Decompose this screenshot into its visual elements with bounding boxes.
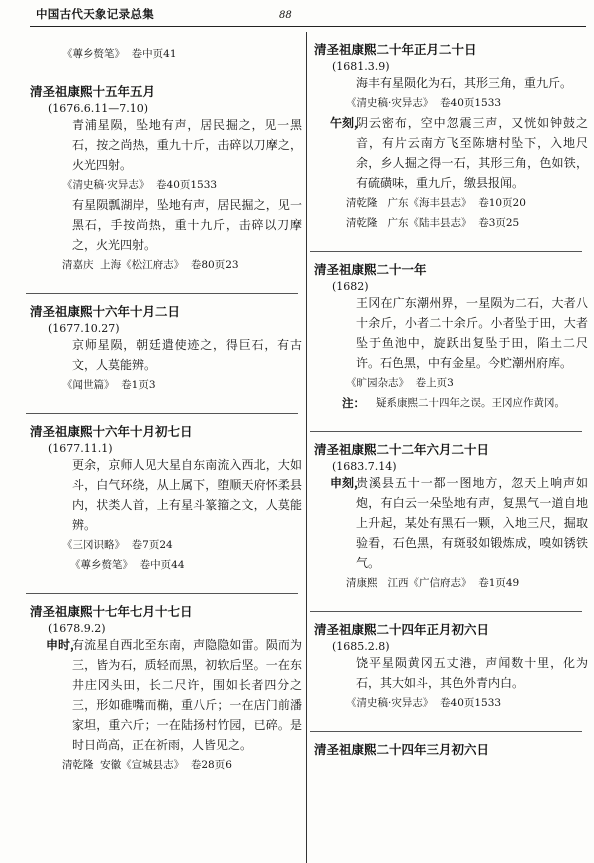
entry-text: 有星陨瓢湖岸，坠地有声，居民掘之，见一黑石，手按尚热，重十九斤，击碎以刀摩之，火光四射。 [72, 198, 302, 252]
time-label: 申时， [46, 638, 83, 652]
citation: 《清史稿·灾异志》 卷40页1533 [346, 97, 502, 109]
entry-heading: 清圣祖康熙十六年十月初七日 [30, 424, 193, 439]
entry-text: 午刻， 阴云密布，空中忽震三声，又恍如钟鼓之音，有片云南方飞至陈塘村坠下，入地尺余，乡人掘之得一石，其形三角，色如铁，有硫磺味，重九斤，缴县报闻。 [314, 113, 588, 193]
time-label: 申刻， [330, 476, 367, 490]
entry-heading: 清圣祖康熙二十四年正月初六日 [314, 622, 490, 637]
section-divider [310, 431, 582, 432]
record-entry [314, 740, 588, 758]
entry-date: (1677.11.1) [48, 442, 113, 455]
book-title: 中国古代天象记录总集 [36, 7, 154, 21]
citation: 清嘉庆 上海《松江府志》 卷80页23 [62, 259, 239, 271]
entry-date: (1678.9.2) [48, 622, 106, 635]
entry-text: 京师星陨，朝廷遣使迹之，得巨石，有古文，人莫能辨。 [72, 338, 302, 372]
entry-heading: 清圣祖康熙二十四年三月初六日 [314, 742, 490, 757]
record-entry [30, 422, 302, 575]
record-entry [314, 260, 588, 413]
right-column [314, 40, 588, 776]
entry-date: (1681.3.9) [332, 60, 390, 73]
entry-heading: 清圣祖康熙十六年十月二日 [30, 304, 181, 319]
section-divider [26, 593, 298, 594]
entry-text: 申时， 有流星自西北至东南，声隐隐如雷。陨而为三，皆为石，质轻而黑，初软后坚。一在东井庄冈头田，长二尺许，围如长者四分之三，形如碓嘴而椭，重八斤；一在店门前潘家坦，重六斤；一在陆扬村竹园，已碎。是时日尚高，正在祈雨，人皆见之。 [30, 635, 302, 755]
left-column [30, 44, 302, 793]
record-entry [30, 602, 302, 775]
entry-heading: 清圣祖康熙二十二年六月二十日 [314, 442, 490, 457]
editor-note: 注： 疑系康熙二十四年之误。王冈应作黄冈。 [314, 393, 588, 413]
entry-text: 王冈在广东潮州界，一星陨为二石，大者八十余斤，小者二十余斤。小者坠于田，大者坠于鱼池中，旋跃出复坠于田，陷土二尺许。石色黑，中有金星。今贮潮州府库。 [356, 296, 588, 370]
record-entry [314, 620, 588, 713]
header-rule [30, 26, 586, 27]
citation: 《闻世篇》 卷1页3 [62, 379, 156, 391]
page-number: 88 [279, 10, 292, 21]
record-entry [314, 40, 588, 233]
time-label: 午刻， [330, 116, 367, 130]
entry-date: (1682) [332, 280, 369, 293]
section-divider [310, 251, 582, 252]
citation: 清乾隆 广东《陆丰县志》 卷3页25 [346, 217, 520, 229]
section-divider [310, 611, 582, 612]
citation: 《清史稿·灾异志》 卷40页1533 [346, 697, 502, 709]
note-label: 注： [342, 396, 365, 410]
entry-heading: 清圣祖康熙二十年正月二十日 [314, 42, 477, 57]
citation: 《蓴乡赘笔》 卷中页41 [62, 48, 177, 60]
entry-text: 申刻， 贵溪县五十一都一图地方，忽天上响声如炮，有白云一朵坠地有声，复黑气一道自地上升起，某处有黑石一颗，入地三尺，掘取验看，石色黑，有斑驳如锻炼成，嗅如锈铁气。 [314, 473, 588, 573]
entry-heading: 清圣祖康熙二十一年 [314, 262, 427, 277]
citation: 清乾隆 安徽《宣城县志》 卷28页6 [62, 759, 232, 771]
entry-text: 更余，京师人见大星自东南流入西北，大如斗，白气环绕，从上属下，堕顺天府怀柔县内，状类人首，上有星斗篆籀之文，人莫能辨。 [72, 458, 302, 532]
entry-text: 海丰有星陨化为石，其形三角，重九斤。 [356, 76, 573, 90]
citation: 清康熙 江西《广信府志》 卷1页49 [346, 577, 520, 589]
record-entry [30, 82, 302, 275]
entry-heading: 清圣祖康熙十五年五月 [30, 84, 156, 99]
record-entry [314, 440, 588, 593]
section-divider [26, 413, 298, 414]
citation: 《三冈识略》 卷7页24 [62, 539, 173, 551]
section-divider [26, 293, 298, 294]
entry-date: (1676.6.11—7.10) [48, 102, 149, 115]
column-divider [306, 32, 307, 863]
entry-text: 青浦星陨，坠地有声，居民掘之，见一黑石，按之尚热，重九十斤，击碎以刀摩之，火光四射。 [72, 118, 302, 172]
citation: 清乾隆 广东《海丰县志》 卷10页20 [346, 197, 526, 209]
record-entry [30, 302, 302, 395]
entry-date: (1677.10.27) [48, 322, 120, 335]
citation: 《蓴乡赘笔》 卷中页44 [70, 559, 185, 571]
entry-text: 饶平星陨黄冈五丈港，声闻数十里，化为石，其大如斗，其色外青内白。 [356, 656, 588, 690]
entry-heading: 清圣祖康熙十七年七月十七日 [30, 604, 193, 619]
section-divider [310, 731, 582, 732]
citation: 《旷园杂志》 卷上页3 [346, 377, 454, 389]
entry-date: (1683.7.14) [332, 460, 397, 473]
entry-date: (1685.2.8) [332, 640, 390, 653]
citation: 《清史稿·灾异志》 卷40页1533 [62, 179, 218, 191]
